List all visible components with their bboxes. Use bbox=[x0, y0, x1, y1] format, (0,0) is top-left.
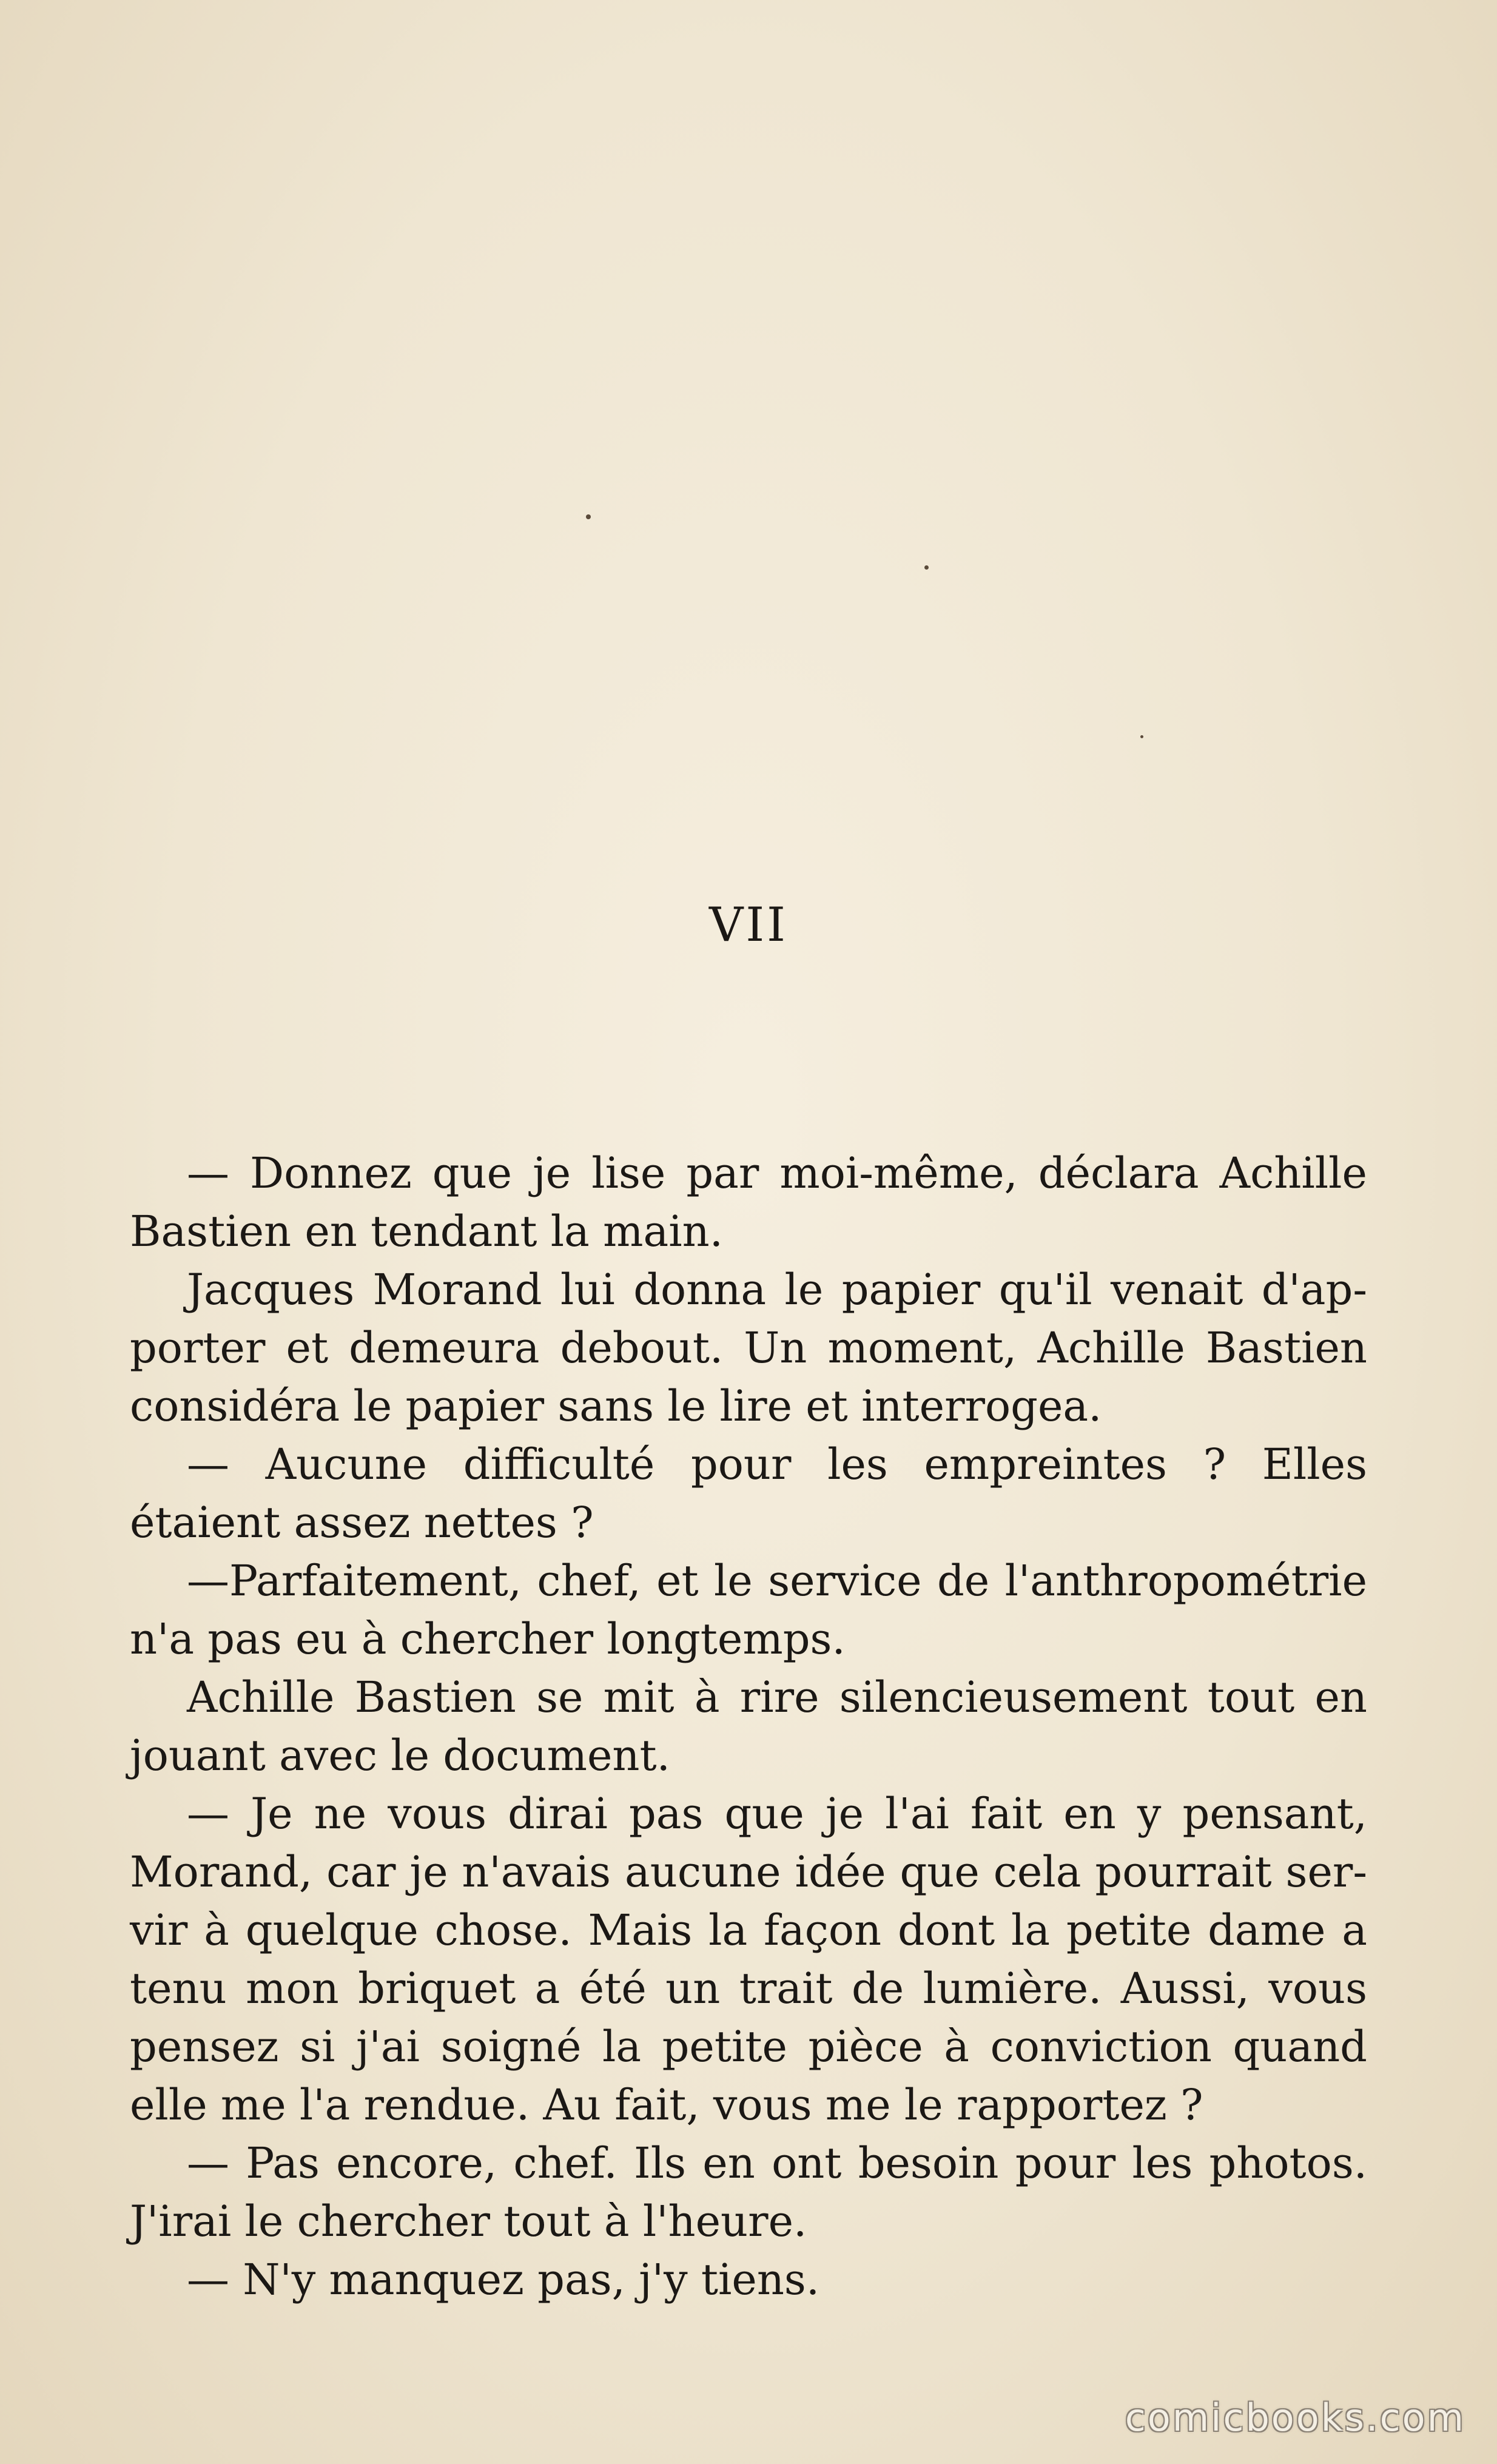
paper-speck bbox=[586, 514, 591, 519]
paragraph: — Donnez que je lise par moi-même, déclara Achille Bastien en tendant la main. bbox=[130, 1148, 1367, 1256]
paper-speck bbox=[924, 565, 929, 570]
paragraph: — Aucune difficulté pour les empreintes ? Elles étaient assez nettes ? bbox=[130, 1439, 1367, 1547]
paragraph: Achille Bastien se mit à rire silencieusement tout en jouant avec le document. bbox=[130, 1672, 1367, 1780]
paragraph: — N'y manquez pas, j'y tiens. bbox=[187, 2255, 820, 2304]
body-text bbox=[130, 1144, 1367, 2309]
paragraph: Jacques Morand lui donna le papier qu'il venait d'apporter et demeura debout. Un moment, Achille Bastien considéra le papier sans le lire et interrogea. bbox=[130, 1265, 1367, 1431]
chapter-number: VII bbox=[709, 898, 788, 952]
paragraph: — Je ne vous dirai pas que je l'ai fait en y pensant, Morand, car je n'avais aucune idée que cela pourrait servir à quelque chose. Mais la façon dont la petite dame a tenu mon briquet a été un trait de lumière. Aussi, vous pensez si j'ai soigné la petite pièce à conviction quand elle me l'a rendue. Au fait, vous me le rapportez ? bbox=[130, 1789, 1367, 2130]
paper-speck bbox=[1140, 735, 1143, 738]
paragraph: —Parfaitement, chef, et le service de l'anthropométrie n'a pas eu à chercher longtemps. bbox=[130, 1556, 1367, 1664]
paragraph: — Pas encore, chef. Ils en ont besoin pour les photos. J'irai le chercher tout à l'heure. bbox=[130, 2138, 1367, 2246]
watermark: comicbooks.com bbox=[1125, 2395, 1465, 2440]
